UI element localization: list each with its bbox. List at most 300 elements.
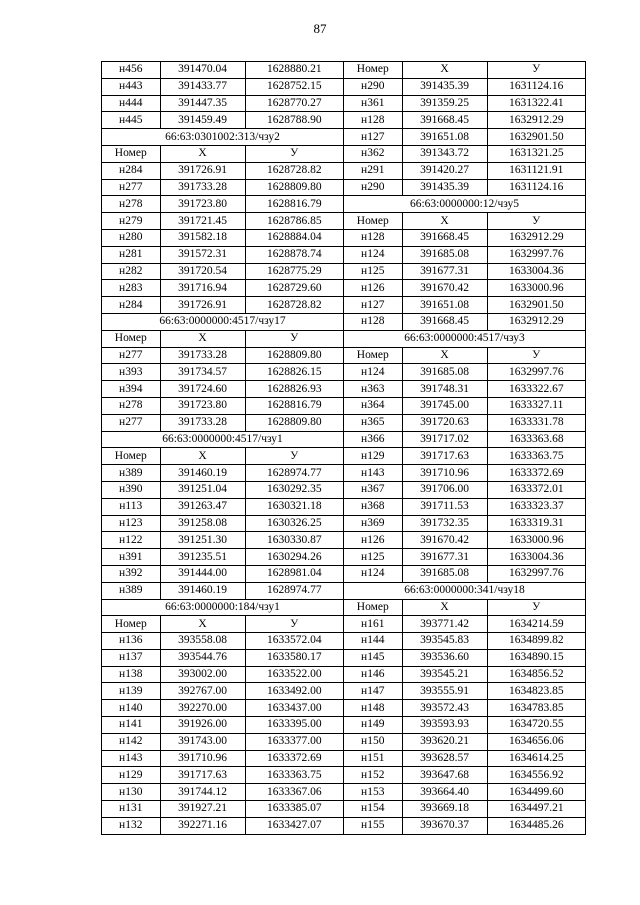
x-coordinate: 391235.51 bbox=[160, 549, 245, 566]
table-row bbox=[344, 649, 585, 666]
table-row bbox=[102, 263, 343, 280]
point-number: н153 bbox=[344, 784, 402, 801]
table-row bbox=[102, 280, 343, 297]
header-y: У bbox=[487, 213, 585, 230]
x-coordinate: 391720.63 bbox=[402, 414, 487, 431]
table-row bbox=[102, 246, 343, 263]
x-coordinate: 391572.31 bbox=[160, 246, 245, 263]
table-row bbox=[102, 633, 343, 650]
table-row bbox=[344, 431, 585, 448]
x-coordinate: 391460.19 bbox=[160, 582, 245, 599]
x-coordinate: 393647.68 bbox=[402, 767, 487, 784]
header-row bbox=[344, 347, 585, 364]
y-coordinate: 1632997.76 bbox=[487, 364, 585, 381]
y-coordinate: 1634656.06 bbox=[487, 733, 585, 750]
x-coordinate: 391435.39 bbox=[402, 78, 487, 95]
y-coordinate: 1633000.96 bbox=[487, 532, 585, 549]
x-coordinate: 391743.00 bbox=[160, 733, 245, 750]
table-row bbox=[102, 414, 343, 431]
y-coordinate: 1633395.00 bbox=[245, 717, 343, 734]
x-coordinate: 393555.91 bbox=[402, 683, 487, 700]
y-coordinate: 1633572.04 bbox=[245, 633, 343, 650]
header-number: Номер bbox=[344, 347, 402, 364]
table-row bbox=[102, 801, 343, 818]
x-coordinate: 392271.16 bbox=[160, 817, 245, 833]
header-number: Номер bbox=[344, 599, 402, 616]
x-coordinate: 391685.08 bbox=[402, 246, 487, 263]
point-number: н364 bbox=[344, 397, 402, 414]
y-coordinate: 1632901.50 bbox=[487, 129, 585, 146]
y-coordinate: 1633385.07 bbox=[245, 801, 343, 818]
point-number: н147 bbox=[344, 683, 402, 700]
point-number: н124 bbox=[344, 246, 402, 263]
x-coordinate: 391685.08 bbox=[402, 364, 487, 381]
x-coordinate: 391447.35 bbox=[160, 95, 245, 112]
point-number: н369 bbox=[344, 515, 402, 532]
table-row bbox=[102, 666, 343, 683]
point-number: н283 bbox=[102, 280, 160, 297]
y-coordinate: 1630294.26 bbox=[245, 549, 343, 566]
point-number: н129 bbox=[344, 448, 402, 465]
y-coordinate: 1632912.29 bbox=[487, 229, 585, 246]
x-coordinate: 391343.72 bbox=[402, 145, 487, 162]
table-row bbox=[344, 297, 585, 314]
point-number: н290 bbox=[344, 179, 402, 196]
parcel-title: 66:63:0301002:313/чзу2 bbox=[102, 129, 343, 146]
x-coordinate: 391720.54 bbox=[160, 263, 245, 280]
x-coordinate: 391711.53 bbox=[402, 498, 487, 515]
x-coordinate: 391668.45 bbox=[402, 112, 487, 129]
x-coordinate: 391726.91 bbox=[160, 297, 245, 314]
table-row bbox=[344, 532, 585, 549]
x-coordinate: 392767.00 bbox=[160, 683, 245, 700]
x-coordinate: 391359.25 bbox=[402, 95, 487, 112]
table-row bbox=[102, 498, 343, 515]
point-number: н143 bbox=[344, 465, 402, 482]
section-title-row bbox=[102, 129, 343, 146]
y-coordinate: 1633367.06 bbox=[245, 784, 343, 801]
x-coordinate: 393545.83 bbox=[402, 633, 487, 650]
y-coordinate: 1634556.92 bbox=[487, 767, 585, 784]
y-coordinate: 1634485.26 bbox=[487, 817, 585, 833]
table-row bbox=[344, 112, 585, 129]
header-x: X bbox=[402, 62, 487, 78]
coordinates-table bbox=[101, 61, 586, 835]
table-row bbox=[344, 717, 585, 734]
y-coordinate: 1633331.78 bbox=[487, 414, 585, 431]
y-coordinate: 1628974.77 bbox=[245, 582, 343, 599]
y-coordinate: 1633323.37 bbox=[487, 498, 585, 515]
header-x: X bbox=[160, 145, 245, 162]
y-coordinate: 1628816.79 bbox=[245, 196, 343, 213]
table-row bbox=[344, 95, 585, 112]
header-row bbox=[102, 330, 343, 347]
x-coordinate: 391470.04 bbox=[160, 62, 245, 78]
x-coordinate: 393536.60 bbox=[402, 649, 487, 666]
x-coordinate: 391733.28 bbox=[160, 179, 245, 196]
table-row bbox=[102, 750, 343, 767]
y-coordinate: 1628884.04 bbox=[245, 229, 343, 246]
section-title-row bbox=[102, 431, 343, 448]
point-number: н141 bbox=[102, 717, 160, 734]
point-number: н444 bbox=[102, 95, 160, 112]
point-number: н393 bbox=[102, 364, 160, 381]
x-coordinate: 391677.31 bbox=[402, 549, 487, 566]
point-number: н290 bbox=[344, 78, 402, 95]
point-number: н127 bbox=[344, 129, 402, 146]
y-coordinate: 1634899.82 bbox=[487, 633, 585, 650]
x-coordinate: 391670.42 bbox=[402, 280, 487, 297]
y-coordinate: 1633427.07 bbox=[245, 817, 343, 833]
table-row bbox=[344, 733, 585, 750]
point-number: н128 bbox=[344, 112, 402, 129]
table-row bbox=[102, 397, 343, 414]
y-coordinate: 1633492.00 bbox=[245, 683, 343, 700]
point-number: н139 bbox=[102, 683, 160, 700]
y-coordinate: 1628826.93 bbox=[245, 381, 343, 398]
table-row bbox=[344, 280, 585, 297]
header-y: У bbox=[487, 347, 585, 364]
table-row bbox=[102, 381, 343, 398]
point-number: н392 bbox=[102, 565, 160, 582]
x-coordinate: 393664.40 bbox=[402, 784, 487, 801]
table-row bbox=[102, 196, 343, 213]
x-coordinate: 391733.28 bbox=[160, 414, 245, 431]
section-title-row bbox=[344, 330, 585, 347]
table-row bbox=[344, 801, 585, 818]
point-number: н113 bbox=[102, 498, 160, 515]
x-coordinate: 391685.08 bbox=[402, 565, 487, 582]
point-number: н148 bbox=[344, 700, 402, 717]
x-coordinate: 393558.08 bbox=[160, 633, 245, 650]
y-coordinate: 1630330.87 bbox=[245, 532, 343, 549]
x-coordinate: 391582.18 bbox=[160, 229, 245, 246]
table-row bbox=[344, 246, 585, 263]
x-coordinate: 391723.80 bbox=[160, 397, 245, 414]
point-number: н123 bbox=[102, 515, 160, 532]
section-title-row bbox=[102, 313, 343, 330]
x-coordinate: 391724.60 bbox=[160, 381, 245, 398]
point-number: н129 bbox=[102, 767, 160, 784]
x-coordinate: 393593.93 bbox=[402, 717, 487, 734]
header-number: Номер bbox=[344, 213, 402, 230]
point-number: н146 bbox=[344, 666, 402, 683]
table-row bbox=[344, 397, 585, 414]
table-row bbox=[344, 498, 585, 515]
y-coordinate: 1628770.27 bbox=[245, 95, 343, 112]
y-coordinate: 1634783.85 bbox=[487, 700, 585, 717]
point-number: н368 bbox=[344, 498, 402, 515]
header-y: У bbox=[245, 616, 343, 633]
point-number: н443 bbox=[102, 78, 160, 95]
point-number: н125 bbox=[344, 263, 402, 280]
table-row bbox=[102, 817, 343, 833]
table-row bbox=[344, 666, 585, 683]
x-coordinate: 393545.21 bbox=[402, 666, 487, 683]
point-number: н389 bbox=[102, 465, 160, 482]
point-number: н140 bbox=[102, 700, 160, 717]
point-number: н279 bbox=[102, 213, 160, 230]
point-number: н278 bbox=[102, 397, 160, 414]
point-number: н128 bbox=[344, 229, 402, 246]
header-y: У bbox=[245, 330, 343, 347]
point-number: н126 bbox=[344, 532, 402, 549]
x-coordinate: 391460.19 bbox=[160, 465, 245, 482]
y-coordinate: 1633372.01 bbox=[487, 481, 585, 498]
table-row bbox=[344, 381, 585, 398]
header-number: Номер bbox=[102, 616, 160, 633]
header-number: Номер bbox=[102, 448, 160, 465]
y-coordinate: 1628809.80 bbox=[245, 179, 343, 196]
parcel-title: 66:63:0000000:341/чзу18 bbox=[344, 582, 585, 599]
point-number: н155 bbox=[361, 819, 385, 832]
y-coordinate: 1628809.80 bbox=[245, 414, 343, 431]
y-coordinate: 1633377.00 bbox=[245, 733, 343, 750]
x-coordinate: 392270.00 bbox=[160, 700, 245, 717]
table-row bbox=[344, 78, 585, 95]
table-row bbox=[344, 750, 585, 767]
x-coordinate: 391926.00 bbox=[160, 717, 245, 734]
y-coordinate: 1628816.79 bbox=[245, 397, 343, 414]
x-coordinate: 391726.91 bbox=[160, 162, 245, 179]
point-number: н122 bbox=[102, 532, 160, 549]
y-coordinate: 1634890.15 bbox=[487, 649, 585, 666]
y-coordinate: 1634856.52 bbox=[487, 666, 585, 683]
header-number: Номер bbox=[102, 145, 160, 162]
table-row bbox=[344, 633, 585, 650]
point-number: н132 bbox=[119, 819, 143, 832]
y-coordinate: 1631124.16 bbox=[487, 78, 585, 95]
table-row bbox=[102, 649, 343, 666]
table-row bbox=[344, 515, 585, 532]
header-x: X bbox=[402, 213, 487, 230]
section-title-row bbox=[344, 582, 585, 599]
y-coordinate: 1634499.60 bbox=[487, 784, 585, 801]
point-number: н151 bbox=[344, 750, 402, 767]
point-number: н445 bbox=[102, 112, 160, 129]
table-row bbox=[344, 616, 585, 633]
x-coordinate: 391263.47 bbox=[160, 498, 245, 515]
header-row bbox=[102, 145, 343, 162]
table-row bbox=[102, 229, 343, 246]
x-coordinate: 391651.08 bbox=[402, 297, 487, 314]
y-coordinate: 1634497.21 bbox=[487, 801, 585, 818]
y-coordinate: 1628880.21 bbox=[245, 62, 343, 78]
table-row bbox=[344, 162, 585, 179]
table-row bbox=[344, 229, 585, 246]
y-coordinate: 1628775.29 bbox=[245, 263, 343, 280]
point-number: н138 bbox=[102, 666, 160, 683]
header-x: X bbox=[160, 448, 245, 465]
y-coordinate: 1633437.00 bbox=[245, 700, 343, 717]
point-number: н278 bbox=[102, 196, 160, 213]
table-row bbox=[102, 364, 343, 381]
right-table-body bbox=[344, 62, 585, 834]
point-number: н143 bbox=[102, 750, 160, 767]
x-coordinate: 391717.63 bbox=[402, 448, 487, 465]
y-coordinate: 1634614.25 bbox=[487, 750, 585, 767]
y-coordinate: 1632997.76 bbox=[487, 246, 585, 263]
point-number: н136 bbox=[102, 633, 160, 650]
table-row bbox=[102, 481, 343, 498]
y-coordinate: 1632912.29 bbox=[487, 313, 585, 330]
y-coordinate: 1632912.29 bbox=[487, 112, 585, 129]
header-y: У bbox=[245, 448, 343, 465]
y-coordinate: 1628878.74 bbox=[245, 246, 343, 263]
x-coordinate: 391710.96 bbox=[160, 750, 245, 767]
point-number: н277 bbox=[102, 347, 160, 364]
point-number: н149 bbox=[344, 717, 402, 734]
point-number: н130 bbox=[102, 784, 160, 801]
x-coordinate: 391251.30 bbox=[160, 532, 245, 549]
right-column bbox=[343, 62, 585, 834]
table-row bbox=[344, 448, 585, 465]
x-coordinate: 391723.80 bbox=[160, 196, 245, 213]
table-row bbox=[102, 162, 343, 179]
table-row bbox=[102, 62, 343, 78]
point-number: н390 bbox=[102, 481, 160, 498]
header-number: Номер bbox=[102, 330, 160, 347]
point-number: н363 bbox=[344, 381, 402, 398]
x-coordinate: 391651.08 bbox=[402, 129, 487, 146]
y-coordinate: 1628729.60 bbox=[245, 280, 343, 297]
y-coordinate: 1634214.59 bbox=[487, 616, 585, 633]
header-row bbox=[102, 616, 343, 633]
point-number: н124 bbox=[344, 364, 402, 381]
x-coordinate: 391706.00 bbox=[402, 481, 487, 498]
point-number: н284 bbox=[102, 297, 160, 314]
x-coordinate: 391733.28 bbox=[160, 347, 245, 364]
header-row bbox=[344, 213, 585, 230]
point-number: н161 bbox=[344, 616, 402, 633]
y-coordinate: 1631321.25 bbox=[487, 145, 585, 162]
header-y: У bbox=[245, 145, 343, 162]
y-coordinate: 1628728.82 bbox=[245, 297, 343, 314]
point-number: н142 bbox=[102, 733, 160, 750]
x-coordinate: 391668.45 bbox=[402, 229, 487, 246]
x-coordinate: 391744.12 bbox=[160, 784, 245, 801]
x-coordinate: 391670.42 bbox=[402, 532, 487, 549]
point-number: н131 bbox=[102, 801, 160, 818]
table-row bbox=[344, 683, 585, 700]
point-number: н367 bbox=[344, 481, 402, 498]
point-number: н128 bbox=[344, 313, 402, 330]
section-title-row bbox=[102, 599, 343, 616]
table-row bbox=[102, 717, 343, 734]
header-x: X bbox=[402, 347, 487, 364]
table-row bbox=[102, 347, 343, 364]
point-number: н124 bbox=[344, 565, 402, 582]
y-coordinate: 1628786.85 bbox=[245, 213, 343, 230]
point-number: н125 bbox=[344, 549, 402, 566]
x-coordinate: 393544.76 bbox=[160, 649, 245, 666]
y-coordinate: 1633322.67 bbox=[487, 381, 585, 398]
y-coordinate: 1633004.36 bbox=[487, 263, 585, 280]
table-row bbox=[102, 532, 343, 549]
header-number: Номер bbox=[344, 62, 402, 78]
x-coordinate: 391717.02 bbox=[402, 431, 487, 448]
x-coordinate: 391717.63 bbox=[160, 767, 245, 784]
y-coordinate: 1628752.15 bbox=[245, 78, 343, 95]
table-row bbox=[102, 78, 343, 95]
table-row bbox=[102, 733, 343, 750]
point-number: н394 bbox=[102, 381, 160, 398]
point-number: н366 bbox=[344, 431, 402, 448]
y-coordinate: 1628981.04 bbox=[245, 565, 343, 582]
table-row bbox=[102, 179, 343, 196]
table-row bbox=[344, 414, 585, 431]
header-row bbox=[344, 62, 585, 78]
point-number: н144 bbox=[344, 633, 402, 650]
point-number: н365 bbox=[344, 414, 402, 431]
x-coordinate: 391677.31 bbox=[402, 263, 487, 280]
left-table-body bbox=[102, 62, 343, 834]
x-coordinate: 393669.18 bbox=[402, 801, 487, 818]
point-number: н154 bbox=[344, 801, 402, 818]
point-number: н127 bbox=[344, 297, 402, 314]
x-coordinate: 391716.94 bbox=[160, 280, 245, 297]
point-number: н145 bbox=[344, 649, 402, 666]
point-number: н282 bbox=[102, 263, 160, 280]
point-number: н152 bbox=[344, 767, 402, 784]
y-coordinate: 1628826.15 bbox=[245, 364, 343, 381]
x-coordinate: 391710.96 bbox=[402, 465, 487, 482]
x-coordinate: 391732.35 bbox=[402, 515, 487, 532]
x-coordinate: 393771.42 bbox=[402, 616, 487, 633]
parcel-title: 66:63:0000000:4517/чзу1 bbox=[102, 431, 343, 448]
x-coordinate: 391721.45 bbox=[160, 213, 245, 230]
y-coordinate: 1632997.76 bbox=[487, 565, 585, 582]
point-number: н361 bbox=[344, 95, 402, 112]
x-coordinate: 391459.49 bbox=[160, 112, 245, 129]
table-row bbox=[344, 784, 585, 801]
y-coordinate: 1633522.00 bbox=[245, 666, 343, 683]
header-y: У bbox=[487, 599, 585, 616]
parcel-title: 66:63:0000000:4517/чзу17 bbox=[102, 313, 343, 330]
point-number: н291 bbox=[344, 162, 402, 179]
table-row bbox=[344, 481, 585, 498]
parcel-title: 66:63:0000000:4517/чзу3 bbox=[344, 330, 585, 347]
x-coordinate: 391734.57 bbox=[160, 364, 245, 381]
y-coordinate: 1631121.91 bbox=[487, 162, 585, 179]
y-coordinate: 1631322.41 bbox=[487, 95, 585, 112]
table-row bbox=[102, 515, 343, 532]
y-coordinate: 1628809.80 bbox=[245, 347, 343, 364]
y-coordinate: 1633363.68 bbox=[487, 431, 585, 448]
point-number: н456 bbox=[102, 62, 160, 78]
point-number: н362 bbox=[344, 145, 402, 162]
header-row bbox=[102, 448, 343, 465]
y-coordinate: 1628788.90 bbox=[245, 112, 343, 129]
y-coordinate: 1633004.36 bbox=[487, 549, 585, 566]
header-x: X bbox=[402, 599, 487, 616]
point-number: н280 bbox=[102, 229, 160, 246]
table-row bbox=[102, 549, 343, 566]
y-coordinate: 1633372.69 bbox=[245, 750, 343, 767]
point-number: н391 bbox=[102, 549, 160, 566]
x-coordinate: 391435.39 bbox=[402, 179, 487, 196]
table-row bbox=[344, 565, 585, 582]
y-coordinate: 1630326.25 bbox=[245, 515, 343, 532]
y-coordinate: 1632901.50 bbox=[487, 297, 585, 314]
y-coordinate: 1628728.82 bbox=[245, 162, 343, 179]
parcel-title: 66:63:0000000:12/чзу5 bbox=[344, 196, 585, 213]
table-row bbox=[102, 683, 343, 700]
point-number: н284 bbox=[102, 162, 160, 179]
table-row bbox=[102, 297, 343, 314]
table-row bbox=[102, 767, 343, 784]
x-coordinate: 393572.43 bbox=[402, 700, 487, 717]
